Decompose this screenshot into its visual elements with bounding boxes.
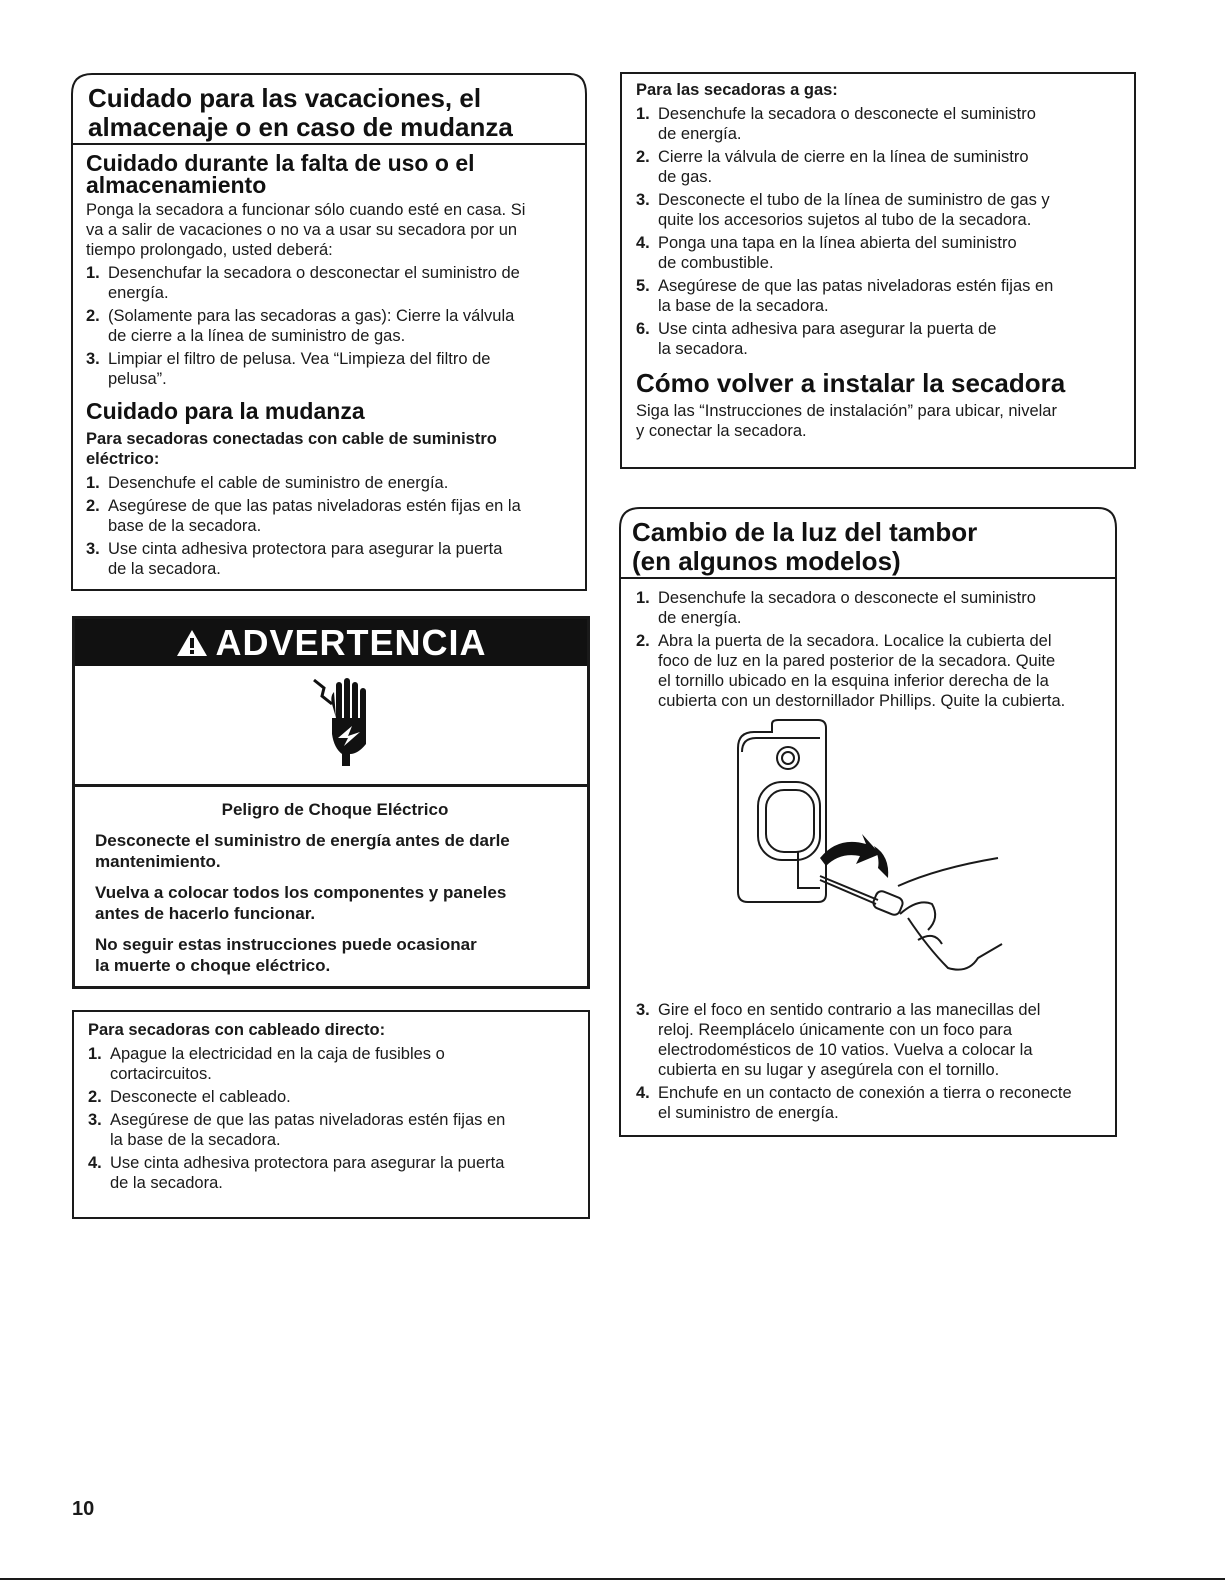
list-item: 3. Gire el foco en sentido contrario a las manecillas del reloj. Reemplácelo únicamente con un foco para electrodomésticos de 10 vatios. Vuelva a colocar la cubierta en su lugar y asegúrela con el tornillo.	[636, 1001, 1041, 1079]
warning-body	[95, 799, 575, 976]
list-item: 4. Ponga una tapa en la línea abierta del suministro de combustible.	[636, 234, 1017, 272]
drum-light-title-line-2: (en algunos modelos)	[632, 546, 901, 576]
moving-heading: Cuidado para la mudanza	[86, 398, 365, 424]
drum-light-steps-b	[622, 1000, 1116, 1126]
list-item: 3. Desconecte el tubo de la línea de suministro de gas y quite los accesorios sujetos al tubo de la secadora.	[636, 191, 1050, 229]
storage-steps	[72, 263, 581, 389]
list-item: 5. Asegúrese de que las patas niveladoras estén fijas en la base de la secadora.	[636, 277, 1054, 315]
warning-triangle-icon	[175, 628, 209, 658]
list-item: 3. Limpiar el filtro de pelusa. Vea “Limpieza del filtro de pelusa”.	[86, 350, 491, 388]
list-item: 1. Desenchufe el cable de suministro de energía.	[86, 474, 449, 492]
list-item: 1. Desenchufe la secadora o desconecte el suministro de energía.	[636, 589, 1036, 627]
direct-wired-heading: Para secadoras con cableado directo:	[88, 1021, 386, 1039]
hazard-title: Peligro de Choque Eléctrico	[221, 800, 449, 819]
storage-heading-line-2: almacenamiento	[86, 172, 267, 198]
direct-wired-steps	[74, 1044, 580, 1193]
list-item: 2. Cierre la válvula de cierre en la línea de suministro de gas.	[636, 148, 1029, 186]
list-item: 2. (Solamente para las secadoras a gas): Cierre la válvula de cierre a la línea de suministro de gas.	[86, 307, 515, 345]
warning-header	[75, 619, 587, 666]
electric-shock-hand-icon	[308, 674, 378, 774]
warning-line-3b: la muerte o choque eléctrico.	[95, 956, 331, 975]
section-title-line-2: almacenaje o en caso de mudanza	[88, 112, 513, 142]
storage-heading-line-1: Cuidado durante la falta de uso o el	[86, 150, 475, 176]
warning-line-3a: No seguir estas instrucciones puede ocasionar	[95, 935, 477, 954]
storage-intro-line-3: tiempo prolongado, usted deberá:	[86, 241, 333, 259]
warning-line-2a: Vuelva a colocar todos los componentes y paneles	[95, 883, 507, 902]
section-title	[88, 84, 578, 142]
moving-sub-line-1: Para secadoras conectadas con cable de suministro	[86, 430, 497, 448]
warning-line-2b: antes de hacerlo funcionar.	[95, 904, 316, 923]
list-item: 1. Desenchufar la secadora o desconectar el suministro de energía.	[86, 264, 520, 302]
list-item: 1. Desenchufe la secadora o desconecte el suministro de energía.	[636, 105, 1036, 143]
hazard-icon-area	[75, 666, 587, 787]
gas-steps	[622, 104, 1128, 359]
storage-intro-line-1: Ponga la secadora a funcionar sólo cuando esté en casa. Si	[86, 201, 526, 219]
list-item: 2. Desconecte el cableado.	[88, 1088, 291, 1106]
bottom-rule	[0, 1578, 1225, 1580]
gas-heading: Para las secadoras a gas:	[636, 81, 838, 99]
list-item: 2. Abra la puerta de la secadora. Localice la cubierta del foco de luz en la pared posterior de la secadora. Quite el tornillo ubicado en la esquina inferior derecha de la cubierta con un destornillador Phillips. Quite la cubierta.	[636, 632, 1066, 710]
list-item: 4. Enchufe en un contacto de conexión a tierra o reconecte el suministro de energía.	[636, 1084, 1072, 1122]
warning-line-1a: Desconecte el suministro de energía antes de darle	[95, 831, 510, 850]
moving-sub-line-2: eléctrico:	[86, 450, 160, 468]
storage-section	[86, 152, 581, 582]
drum-light-title	[632, 518, 1102, 576]
section-title-line-1: Cuidado para las vacaciones, el	[88, 83, 482, 113]
list-item: 4. Use cinta adhesiva protectora para asegurar la puerta de la secadora.	[88, 1154, 505, 1192]
storage-intro-line-2: va a salir de vacaciones o no va a usar su secadora por un	[86, 221, 518, 239]
warning-box	[72, 616, 590, 989]
list-item: 2. Asegúrese de que las patas niveladoras estén fijas en la base de la secadora.	[86, 497, 521, 535]
warning-title: ADVERTENCIA	[215, 621, 487, 663]
drum-light-title-line-1: Cambio de la luz del tambor	[632, 517, 978, 547]
reinstall-text-line-2: y conectar la secadora.	[636, 422, 807, 440]
gas-dryer-box	[620, 72, 1136, 469]
light-cover-illustration	[728, 718, 1008, 980]
reinstall-heading: Cómo volver a instalar la secadora	[636, 368, 1066, 398]
list-item: 6. Use cinta adhesiva para asegurar la puerta de la secadora.	[636, 320, 997, 358]
list-item: 3. Use cinta adhesiva protectora para asegurar la puerta de la secadora.	[86, 540, 503, 578]
list-item: 3. Asegúrese de que las patas niveladoras estén fijas en la base de la secadora.	[88, 1111, 506, 1149]
drum-light-steps-a	[622, 588, 1112, 714]
warning-line-1b: mantenimiento.	[95, 852, 221, 871]
direct-wired-box	[72, 1010, 590, 1219]
list-item: 1. Apague la electricidad en la caja de fusibles o cortacircuitos.	[88, 1045, 445, 1083]
reinstall-text-line-1: Siga las “Instrucciones de instalación” para ubicar, nivelar	[636, 402, 1057, 420]
moving-steps	[72, 473, 581, 579]
page-number: 10	[72, 1498, 95, 1520]
